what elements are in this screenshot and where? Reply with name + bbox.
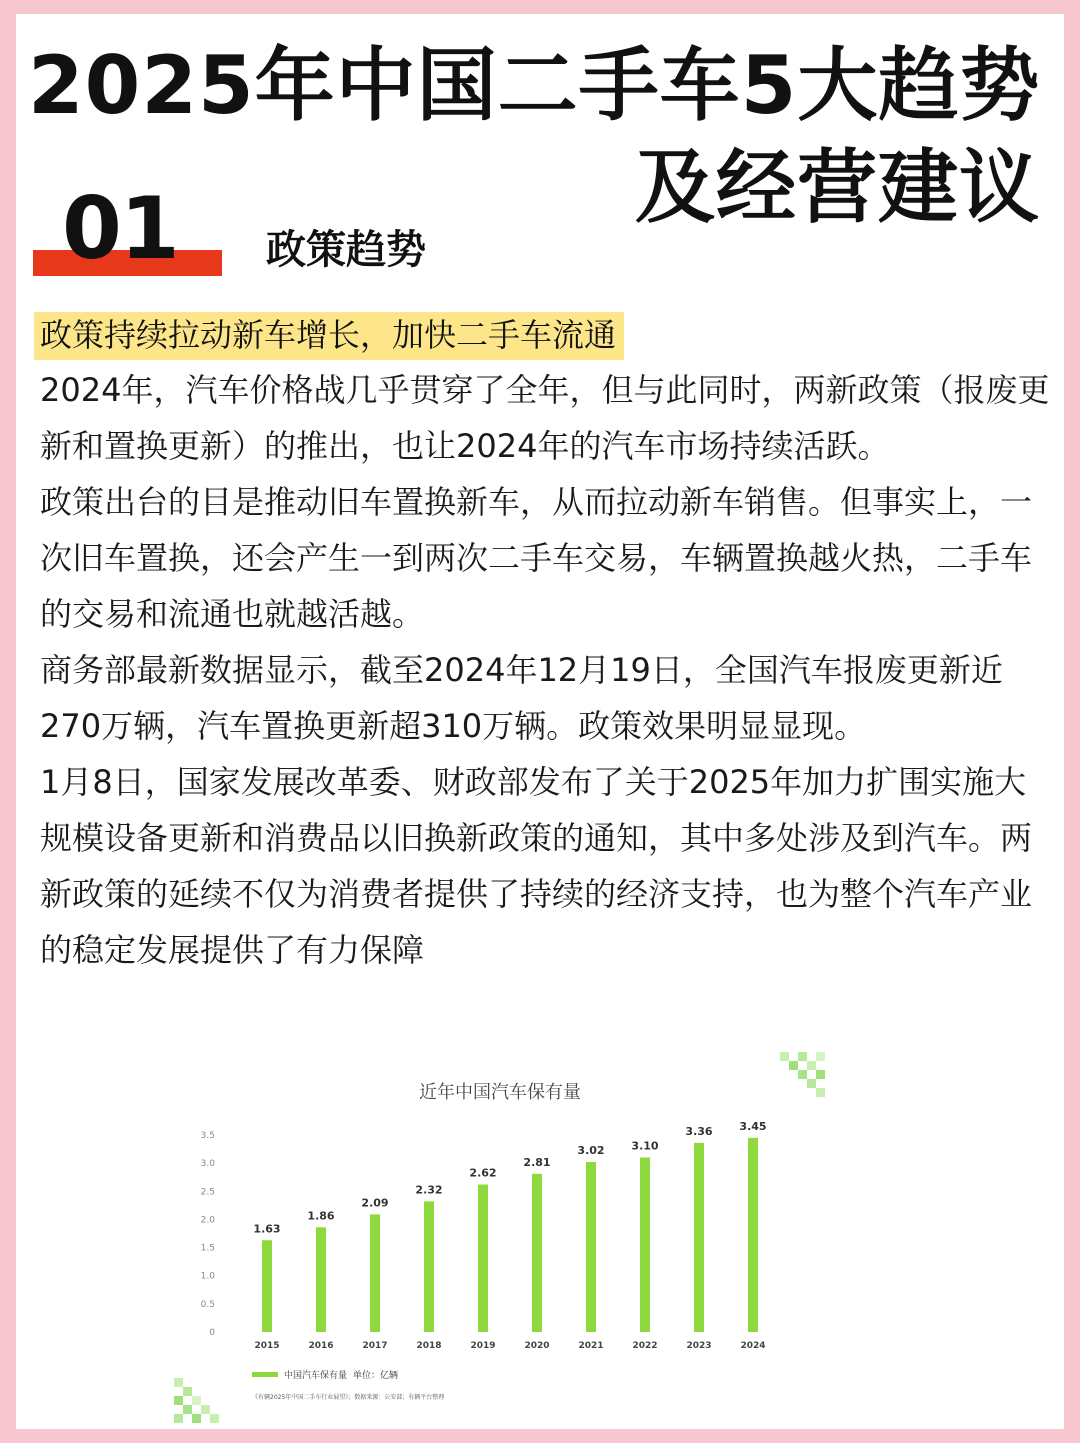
x-tick-label: 2019 — [470, 1341, 496, 1351]
paragraph: 政策出台的目是推动旧车置换新车，从而拉动新车销售。但事实上，一次旧车置换，还会产生一到两次二手车交易，车辆置换越火热，二手车的交易和流通也就越活越。 — [40, 483, 1033, 633]
y-tick-label: 1.0 — [200, 1271, 215, 1282]
y-tick-label: 1.5 — [200, 1243, 215, 1254]
x-tick-label: 2021 — [578, 1341, 604, 1351]
legend-swatch — [252, 1372, 278, 1377]
x-tick-label: 2023 — [686, 1341, 712, 1351]
chart-source: 《有辆2025年中国二手车行业展望》；数据来源：公安部；有辆平台整理 — [252, 1394, 445, 1401]
chart-legend — [252, 1368, 398, 1381]
chart-bar — [532, 1174, 542, 1332]
y-tick-label: 3.0 — [200, 1159, 215, 1170]
paragraph: 商务部最新数据显示，截至2024年12月19日，全国汽车报废更新近270万辆，汽车置换更新超310万辆。政策效果明显显现。 — [40, 651, 1003, 745]
chart-plot — [170, 1048, 850, 1368]
bar-value-label: 3.45 — [739, 1119, 767, 1133]
chart-bar — [748, 1138, 758, 1332]
bar-value-label: 3.02 — [577, 1144, 605, 1158]
bar-value-label: 2.09 — [361, 1196, 389, 1210]
y-tick-label: 0 — [209, 1328, 215, 1338]
x-tick-label: 2015 — [254, 1341, 280, 1351]
bar-value-label: 3.36 — [685, 1124, 713, 1138]
chart-bar — [316, 1227, 326, 1332]
chart-bar — [262, 1240, 272, 1332]
chart-bar — [694, 1143, 704, 1332]
x-tick-label: 2024 — [740, 1341, 766, 1351]
x-tick-label: 2022 — [632, 1341, 658, 1351]
y-tick-label: 2.5 — [200, 1187, 215, 1198]
section-title: 政策趋势 — [266, 227, 426, 273]
page-title-line2: 及经营建议 — [635, 141, 1040, 234]
paragraph: 2024年，汽车价格战几乎贯穿了全年，但与此同时，两新政策（报废更新和置换更新）的推出，也让2024年的汽车市场持续活跃。 — [40, 371, 1050, 465]
vehicle-ownership-chart — [170, 1048, 850, 1428]
x-tick-label: 2016 — [308, 1341, 334, 1351]
legend-unit: 单位：亿辆 — [353, 1371, 399, 1381]
x-tick-label: 2018 — [416, 1341, 442, 1351]
bar-value-label: 3.10 — [631, 1139, 659, 1153]
chart-title: 近年中国汽车保有量 — [419, 1082, 581, 1103]
y-tick-label: 0.5 — [200, 1299, 215, 1310]
x-tick-label: 2020 — [524, 1341, 550, 1351]
page-title-line1: 2025年中国二手车5大趋势 — [28, 39, 1041, 132]
chart-bar — [586, 1162, 596, 1332]
y-tick-label: 3.5 — [200, 1131, 215, 1141]
bar-value-label: 2.81 — [523, 1155, 551, 1169]
paragraph: 1月8日，国家发展改革委、财政部发布了关于2025年加力扩围实施大规模设备更新和消费品以旧换新政策的通知，其中多处涉及到汽车。两新政策的延续不仅为消费者提供了持续的经济支持，也为整个汽车产业的稳定发展提供了有力保障 — [40, 763, 1033, 969]
x-tick-label: 2017 — [362, 1341, 388, 1351]
article-body — [40, 362, 1052, 978]
legend-label: 中国汽车保有量 — [284, 1371, 348, 1381]
bar-value-label: 2.62 — [469, 1166, 497, 1180]
bar-value-label: 1.86 — [307, 1209, 335, 1223]
section-number: 01 — [62, 179, 178, 279]
bar-value-label: 2.32 — [415, 1183, 443, 1197]
chart-bar — [424, 1201, 434, 1332]
chart-bar — [370, 1214, 380, 1332]
bar-value-label: 1.63 — [253, 1222, 281, 1236]
chart-bar — [640, 1158, 650, 1332]
chart-bar — [478, 1185, 488, 1332]
highlight-heading: 政策持续拉动新车增长，加快二手车流通 — [34, 312, 624, 360]
y-tick-label: 2.0 — [200, 1215, 215, 1226]
